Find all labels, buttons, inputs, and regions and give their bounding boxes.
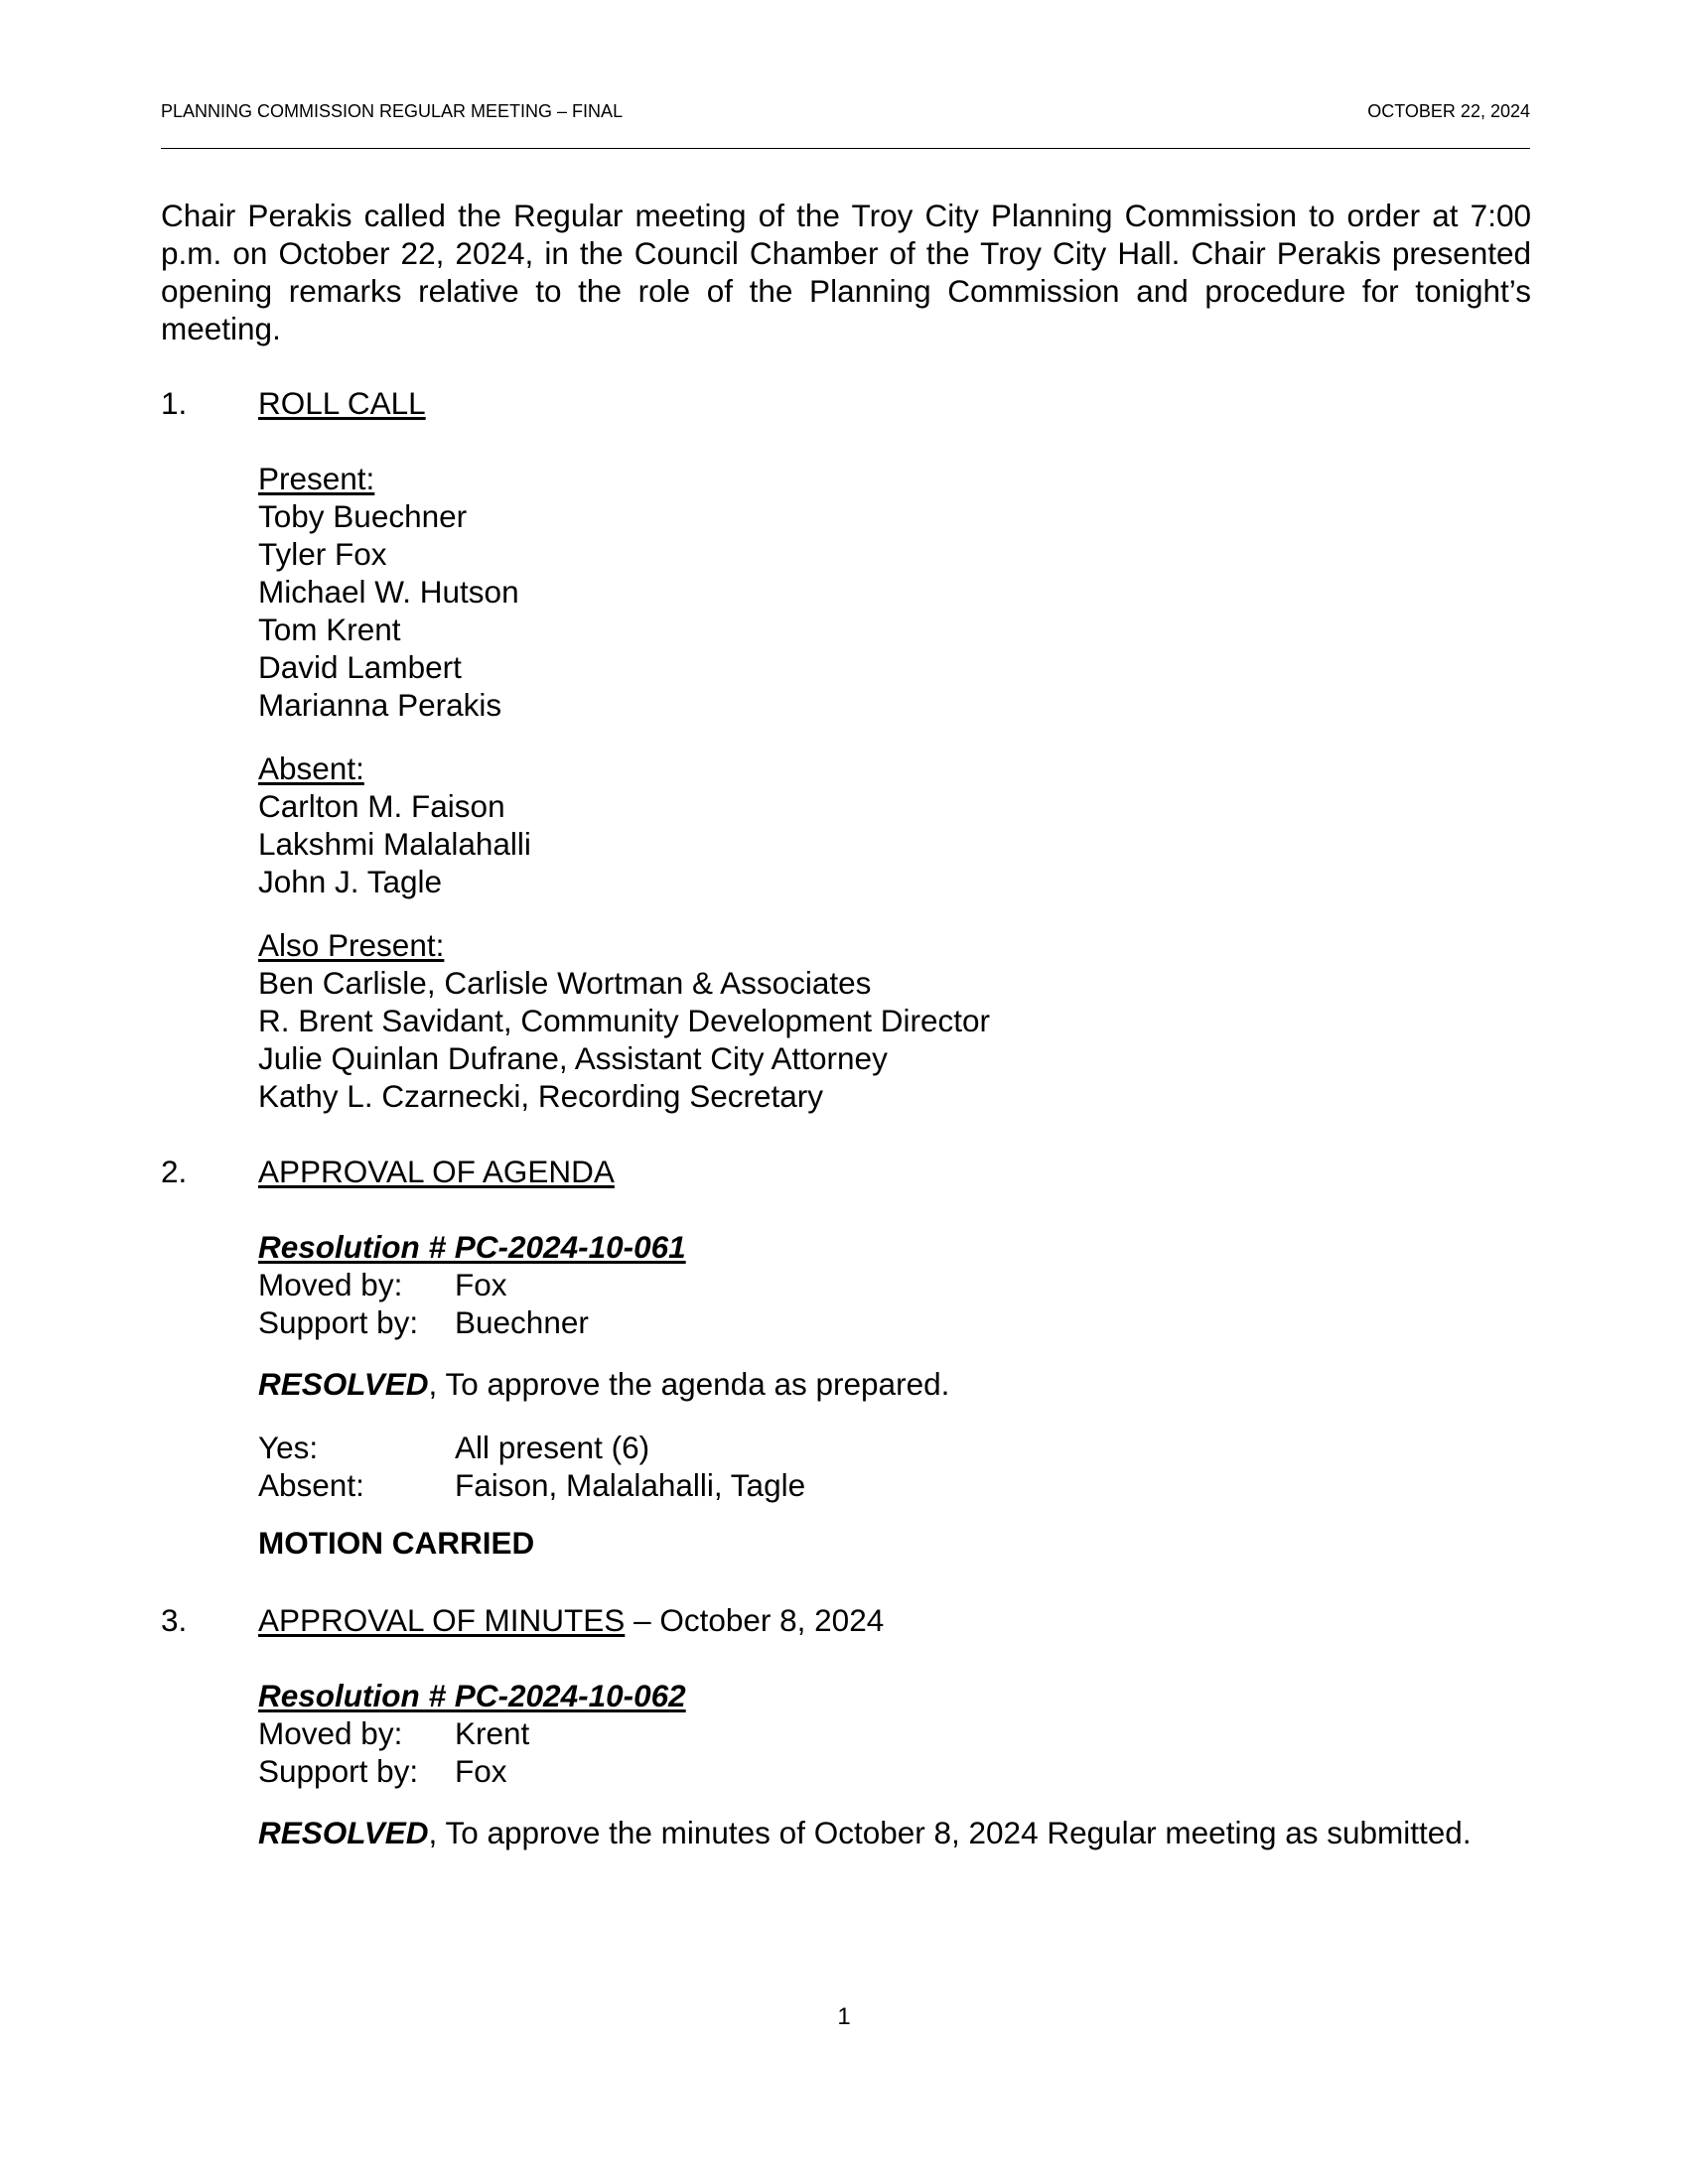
resolved-text: , To approve the agenda as prepared.: [428, 1366, 950, 1402]
present-member: Tom Krent: [258, 612, 401, 647]
present-member: David Lambert: [258, 649, 462, 685]
moved-by-value: Krent: [455, 1715, 530, 1751]
present-member: Toby Buechner: [258, 498, 468, 534]
support-by-value: Buechner: [455, 1304, 589, 1340]
also-present-member: Kathy L. Czarnecki, Recording Secretary: [258, 1078, 823, 1114]
resolution-block-agenda: [258, 1228, 686, 1341]
resolution-title: Resolution # PC-2024-10-062: [258, 1678, 686, 1713]
present-member: Marianna Perakis: [258, 687, 502, 723]
header-date: OCTOBER 22, 2024: [1367, 101, 1530, 121]
also-present-member: Julie Quinlan Dufrane, Assistant City Attorney: [258, 1040, 888, 1076]
section-1-title: ROLL CALL: [258, 385, 426, 421]
present-member: Tyler Fox: [258, 536, 387, 572]
also-present-list: [258, 926, 990, 1115]
also-present-member: R. Brent Savidant, Community Development Director: [258, 1003, 991, 1038]
resolved-statement: [258, 1365, 949, 1403]
present-label: Present:: [258, 461, 375, 496]
section-3-number: 3.: [161, 1602, 188, 1638]
moved-by-value: Fox: [455, 1267, 507, 1302]
resolved-keyword: RESOLVED: [258, 1366, 429, 1402]
yes-label: Yes:: [258, 1430, 319, 1465]
present-list: [258, 460, 519, 724]
also-present-label: Also Present:: [258, 927, 445, 963]
resolved-statement-minutes: [258, 1814, 1472, 1851]
intro-paragraph: Chair Perakis called the Regular meeting of the Troy City Planning Commission to order at 7:00 p.m. on October 22, 2024, in the Council Chamber of the Troy City Hall. Chair Perakis presented opening remarks relative to the role of the Planning Commission and procedure for tonight’s meeting.: [161, 198, 1531, 346]
header-title: PLANNING COMMISSION REGULAR MEETING – FINAL: [161, 101, 624, 121]
resolution-title: Resolution # PC-2024-10-061: [258, 1229, 686, 1265]
section-3-title: APPROVAL OF MINUTES: [258, 1602, 626, 1638]
absent-vote-value: Faison, Malalahalli, Tagle: [455, 1467, 806, 1503]
section-1-number: 1.: [161, 385, 188, 421]
absent-list: [258, 750, 531, 900]
resolved-keyword: RESOLVED: [258, 1815, 429, 1850]
moved-by-label: Moved by:: [258, 1715, 403, 1751]
resolved-text: , To approve the minutes of October 8, 2024 Regular meeting as submitted.: [428, 1815, 1472, 1850]
resolution-block-minutes: [258, 1677, 686, 1790]
support-by-label: Support by:: [258, 1753, 419, 1789]
also-present-member: Ben Carlisle, Carlisle Wortman & Associates: [258, 965, 872, 1001]
section-3-date: – October 8, 2024: [625, 1602, 885, 1638]
absent-member: Carlton M. Faison: [258, 788, 505, 824]
yes-value: All present (6): [455, 1430, 650, 1465]
absent-member: John J. Tagle: [258, 864, 443, 899]
section-3-heading: [258, 1601, 884, 1639]
section-2-number: 2.: [161, 1154, 188, 1189]
vote-block: [258, 1429, 805, 1504]
moved-by-label: Moved by:: [258, 1267, 403, 1302]
present-member: Michael W. Hutson: [258, 574, 519, 610]
absent-member: Lakshmi Malalahalli: [258, 826, 531, 862]
section-2-title: APPROVAL OF AGENDA: [258, 1154, 615, 1189]
header-divider: [161, 148, 1530, 149]
page-number: 1: [837, 2003, 851, 2030]
support-by-label: Support by:: [258, 1304, 419, 1340]
support-by-value: Fox: [455, 1753, 507, 1789]
absent-label: Absent:: [258, 751, 364, 786]
absent-vote-label: Absent:: [258, 1467, 364, 1503]
motion-result: MOTION CARRIED: [258, 1525, 535, 1561]
page-header: [161, 101, 1530, 125]
